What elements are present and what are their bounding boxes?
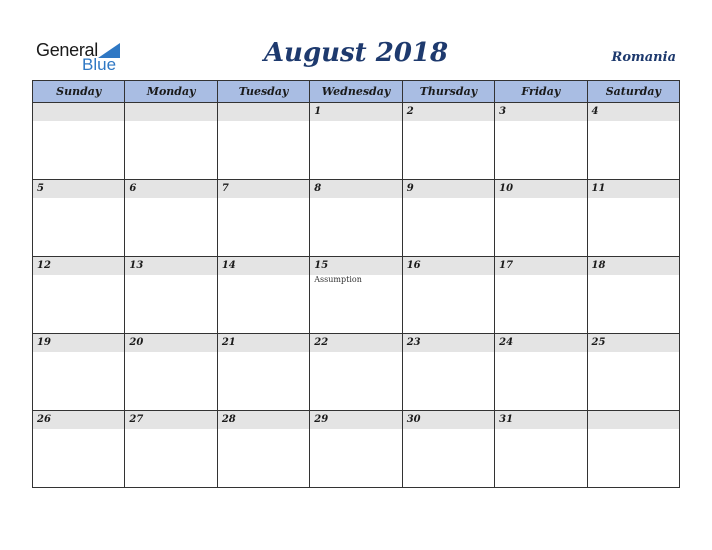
day-number: 20 — [125, 334, 216, 352]
day-number: 27 — [125, 411, 216, 429]
country-label: Romania — [611, 50, 676, 65]
day-number: 25 — [588, 334, 679, 352]
day-number: 5 — [33, 180, 124, 198]
weekday-header: Tuesday — [217, 81, 309, 103]
day-cell — [217, 411, 309, 488]
day-cell — [495, 257, 587, 334]
day-cell — [310, 257, 402, 334]
day-number: 28 — [218, 411, 309, 429]
day-cell — [402, 334, 494, 411]
day-cell — [217, 334, 309, 411]
day-cell — [217, 103, 309, 180]
day-cell — [310, 103, 402, 180]
day-cell — [33, 334, 125, 411]
day-number: 2 — [403, 103, 494, 121]
day-cell — [310, 180, 402, 257]
day-cell — [587, 334, 679, 411]
day-cell — [495, 334, 587, 411]
day-number: 30 — [403, 411, 494, 429]
day-number: 15 — [310, 257, 401, 275]
day-cell — [125, 411, 217, 488]
holiday-label: Assumption — [314, 275, 362, 284]
day-number: 6 — [125, 180, 216, 198]
day-number: 14 — [218, 257, 309, 275]
day-number: 4 — [588, 103, 679, 121]
weekday-header: Saturday — [587, 81, 679, 103]
day-cell — [125, 257, 217, 334]
day-number: 22 — [310, 334, 401, 352]
weekday-header: Friday — [495, 81, 587, 103]
day-number: 1 — [310, 103, 401, 121]
day-number: 8 — [310, 180, 401, 198]
day-cell — [587, 103, 679, 180]
day-number: 17 — [495, 257, 586, 275]
week-row — [33, 334, 680, 411]
day-cell — [402, 411, 494, 488]
day-cell — [125, 103, 217, 180]
week-row — [33, 257, 680, 334]
day-number: 24 — [495, 334, 586, 352]
weekday-header: Sunday — [33, 81, 125, 103]
calendar-title: August 2018 — [263, 38, 449, 68]
day-number — [218, 103, 309, 121]
day-cell — [310, 334, 402, 411]
day-number — [588, 411, 679, 429]
day-cell — [587, 257, 679, 334]
week-row — [33, 180, 680, 257]
day-cell — [217, 180, 309, 257]
day-number: 10 — [495, 180, 586, 198]
day-number: 19 — [33, 334, 124, 352]
day-cell — [495, 411, 587, 488]
weekday-header: Wednesday — [310, 81, 402, 103]
day-number: 26 — [33, 411, 124, 429]
day-cell — [495, 180, 587, 257]
week-row — [33, 103, 680, 180]
day-number: 18 — [588, 257, 679, 275]
weekday-header: Monday — [125, 81, 217, 103]
day-cell — [402, 180, 494, 257]
day-number: 9 — [403, 180, 494, 198]
day-number: 7 — [218, 180, 309, 198]
calendar-grid — [32, 80, 680, 488]
logo-blue-text: Blue — [82, 55, 117, 74]
day-cell — [310, 411, 402, 488]
day-cell — [33, 411, 125, 488]
day-cell — [402, 257, 494, 334]
day-number: 16 — [403, 257, 494, 275]
day-cell — [125, 180, 217, 257]
day-number: 29 — [310, 411, 401, 429]
day-number: 13 — [125, 257, 216, 275]
day-cell — [33, 103, 125, 180]
day-number: 31 — [495, 411, 586, 429]
day-number — [125, 103, 216, 121]
weekday-header: Thursday — [402, 81, 494, 103]
day-number: 11 — [588, 180, 679, 198]
day-cell — [587, 411, 679, 488]
day-cell — [402, 103, 494, 180]
weekday-header-row — [33, 81, 680, 103]
day-number: 21 — [218, 334, 309, 352]
day-number: 3 — [495, 103, 586, 121]
day-cell — [587, 180, 679, 257]
week-row — [33, 411, 680, 488]
day-cell — [33, 180, 125, 257]
day-number — [33, 103, 124, 121]
day-number: 23 — [403, 334, 494, 352]
day-cell — [495, 103, 587, 180]
day-cell — [125, 334, 217, 411]
day-cell — [33, 257, 125, 334]
day-cell — [217, 257, 309, 334]
day-number: 12 — [33, 257, 124, 275]
logo-general-text: General — [36, 40, 98, 60]
